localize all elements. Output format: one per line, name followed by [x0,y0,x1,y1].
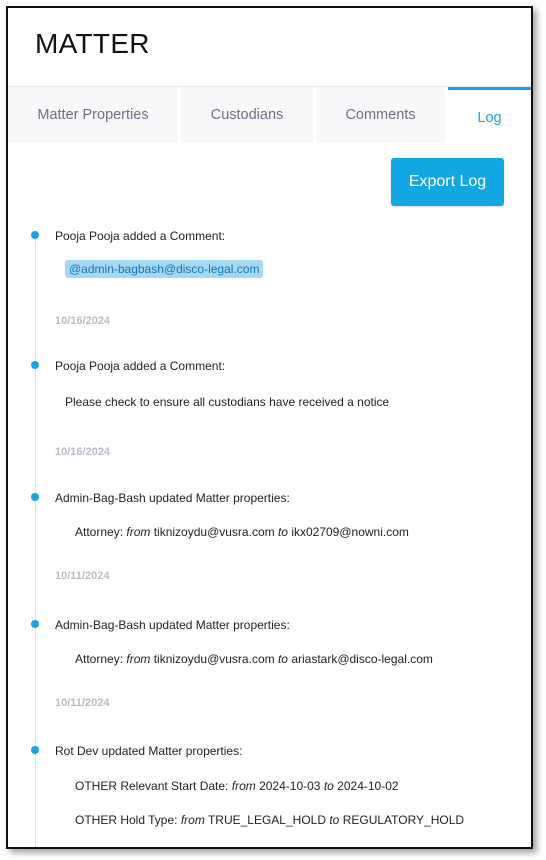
change-from-value: TRUE_LEGAL_HOLD [207,813,326,827]
change-to-word: to [329,813,340,827]
property-change [75,525,409,539]
tab-bar [8,87,531,143]
tab-comments[interactable]: Comments [316,87,448,143]
page-title: MATTER [35,28,150,59]
export-log-button[interactable]: Export Log [391,158,504,206]
change-to-value: ariastark@disco-legal.com [291,652,433,666]
change-to-word: to [277,525,288,539]
timeline-dot-icon [31,231,39,239]
change-field: OTHER Relevant Start Date: [75,779,229,793]
log-entry-header: Pooja Pooja added a Comment: [55,229,226,243]
change-field: Attorney: [75,652,124,666]
property-change [75,652,433,666]
log-content[interactable] [8,143,531,848]
change-from-word: from [126,525,151,539]
log-entry-header: Admin-Bag-Bash updated Matter properties: [55,618,290,632]
comment-text: Please check to ensure all custodians have received a notice [65,395,390,409]
log-entry-date: 10/11/2024 [55,570,110,582]
change-to-word: to [277,652,288,666]
log-entry-header: Pooja Pooja added a Comment: [55,359,226,373]
change-to-value: ikx02709@nowni.com [291,525,409,539]
change-from-word: from [180,813,205,827]
change-to-value: REGULATORY_HOLD [342,813,465,827]
log-entry-date: 10/16/2024 [55,446,111,458]
panel-header [8,8,531,87]
change-from-word: from [126,652,151,666]
timeline-dot-icon [31,746,39,754]
log-entry-date: 10/11/2024 [55,697,110,709]
timeline-line [35,231,36,849]
log-entry-header: Admin-Bag-Bash updated Matter properties: [55,491,290,505]
change-from-word: from [231,779,256,793]
mention-tag[interactable]: @admin-bagbash@disco-legal.com [65,260,263,278]
change-to-value: 2024-10-02 [337,779,399,793]
property-change [75,779,399,793]
log-entry-header: Rot Dev updated Matter properties: [55,744,243,758]
change-field: Attorney: [75,525,124,539]
timeline-dot-icon [31,361,39,369]
change-from-value: tiknizoydu@vusra.com [153,652,275,666]
property-change [75,813,464,827]
change-from-value: tiknizoydu@vusra.com [153,525,275,539]
tab-custodians[interactable]: Custodians [181,87,316,143]
tab-matter-properties[interactable]: Matter Properties [8,87,181,143]
change-field: OTHER Hold Type: [75,813,178,827]
timeline-dot-icon [31,620,39,628]
log-entry-date: 10/16/2024 [55,315,111,327]
change-to-word: to [323,779,334,793]
matter-panel [6,6,533,849]
change-from-value: 2024-10-03 [259,779,321,793]
tab-log[interactable]: Log [448,87,531,143]
timeline-dot-icon [31,493,39,501]
